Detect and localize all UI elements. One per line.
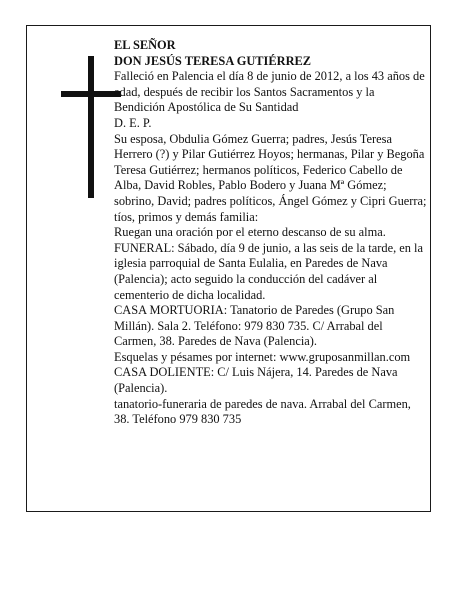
title-line-2: DON JESÚS TERESA GUTIÉRREZ xyxy=(114,53,312,68)
internet-paragraph: Esquelas y pésames por internet: www.gruposanmillan.com xyxy=(114,349,411,364)
funeral-paragraph: FUNERAL: Sábado, día 9 de junio, a las seis de la tarde, en la iglesia parroquial de Santa Eulalia, en Paredes de Nava (Palencia); acto seguido la conducción del cadáver al cementerio de dicha localidad. xyxy=(114,240,424,302)
title-line-1: EL SEÑOR xyxy=(114,38,176,52)
prayer-paragraph: Ruegan una oración por el eterno descanso de su alma. xyxy=(114,225,386,240)
family-paragraph: Su esposa, Obdulia Gómez Guerra; padres, Jesús Teresa Herrero (?) y Pilar Gutiérrez Hoyos; hermanas, Pilar y Begoña Teresa Gutiérrez; hermanos políticos, Federico Cabello de Alba, David Robles, Pablo Bodero y Juana Mª Gómez; sobrino, David; padres políticos, Ángel Gómez y Cipri Guerra; tíos, primos y demás familia: xyxy=(114,131,427,224)
death-paragraph: Falleció en Palencia el día 8 de junio de 2012, a los 43 años de edad, después de recibir los Santos Sacramentos y la Bendición Apostólica de Su Santidad xyxy=(114,69,425,115)
obituary-text xyxy=(114,38,428,428)
funeral-home-paragraph: tanatorio-funeraria de paredes de nava. Arrabal del Carmen, 38. Teléfono 979 830 735 xyxy=(114,396,411,427)
cross-icon xyxy=(61,56,121,198)
mourning-house-paragraph: CASA DOLIENTE: C/ Luis Nájera, 14. Paredes de Nava (Palencia). xyxy=(114,365,398,396)
mortuary-paragraph: CASA MORTUORIA: Tanatorio de Paredes (Grupo San Millán). Sala 2. Teléfono: 979 830 735. C/ Arrabal del Carmen, 38. Paredes de Nava (Palencia). xyxy=(114,303,395,349)
dep-line: D. E. P. xyxy=(114,115,152,130)
obituary-frame xyxy=(26,25,431,512)
